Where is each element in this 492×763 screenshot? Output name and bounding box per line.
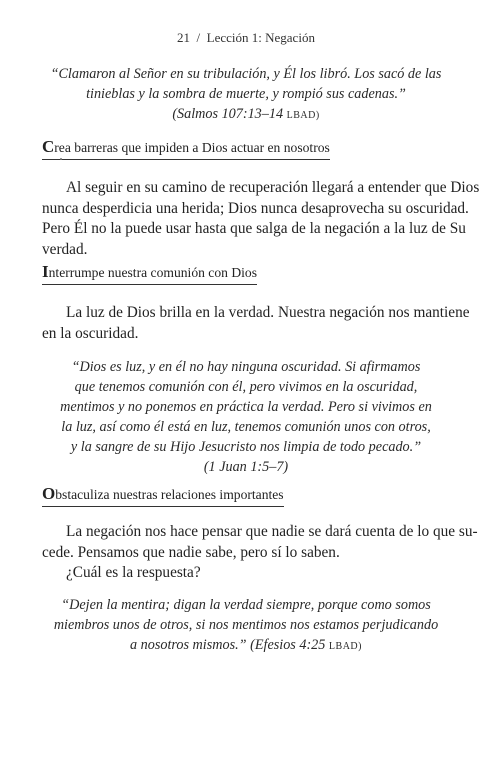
- section-2-paragraph: La luz de Dios brilla en la verdad. Nuestra negación nos mantiene en la oscuridad.: [42, 304, 470, 342]
- quote-line: “Clamaron al Señor en su tribulación, y Él los libró. Los sacó de las: [50, 66, 442, 82]
- quote-reference: a nosotros mismos.” (Efesios 4:25 LBAD): [130, 637, 362, 653]
- bible-version: LBAD): [286, 110, 320, 121]
- quote-line: tinieblas y la sombra de muerte, y rompió sus cadenas.”: [86, 86, 406, 102]
- section-heading-1: Crea barreras que impiden a Dios actuar en nosotros: [42, 137, 330, 160]
- heading-underline: [42, 159, 330, 160]
- page-header: [0, 30, 492, 46]
- page-number: 21: [177, 30, 191, 45]
- bible-version: LBAD): [328, 641, 362, 652]
- opening-quote: [0, 64, 492, 126]
- quote-reference: (Salmos 107:13–14 LBAD): [172, 106, 320, 122]
- chapter-title: Lección 1: Negación: [206, 30, 315, 45]
- header-separator: /: [196, 30, 201, 45]
- heading-underline: [42, 506, 284, 507]
- quote-reference: (1 Juan 1:5–7): [203, 459, 289, 475]
- heading-underline: [42, 284, 257, 285]
- ephesians-quote: “Dejen la mentira; digan la verdad siempre, porque como somos miembros unos de otros, si nos mentimos nos estamos perjudicando a nosotros mismos.” (Efesios 4:25 LBAD): [0, 595, 492, 657]
- question: ¿Cuál es la respuesta?: [66, 564, 201, 581]
- john-quote: “Dios es luz, y en él no hay ninguna oscuridad. Si afirmamos que tenemos comunión con él, pero vivimos en la oscuridad, mentimos y no ponemos en práctica la verdad. Pero si vivimos en la luz, así como él está en luz, tenemos comunión unos con otros, y la sangre de su Hijo Jesucristo nos limpia de todo pecado.” (1 Juan 1:5–7): [0, 357, 492, 477]
- section-heading-3: Obstaculiza nuestras relaciones importantes: [42, 484, 284, 507]
- section-heading-2: Interrumpe nuestra comunión con Dios: [42, 262, 257, 285]
- section-3-paragraph: La negación nos hace pensar que nadie se dará cuenta de lo que su- cede. Pensamos que nadie sabe, pero sí lo saben. ¿Cuál es la respuesta?: [42, 522, 452, 584]
- section-1-paragraph: Al seguir en su camino de recuperación llegará a entender que Dios nunca desperdicia una herida; Dios nunca desaprovecha su oscuridad. Pero Él no la puede usar hasta que salga de la negación a la luz de Su verdad.: [42, 179, 480, 258]
- speck: [60, 158, 62, 160]
